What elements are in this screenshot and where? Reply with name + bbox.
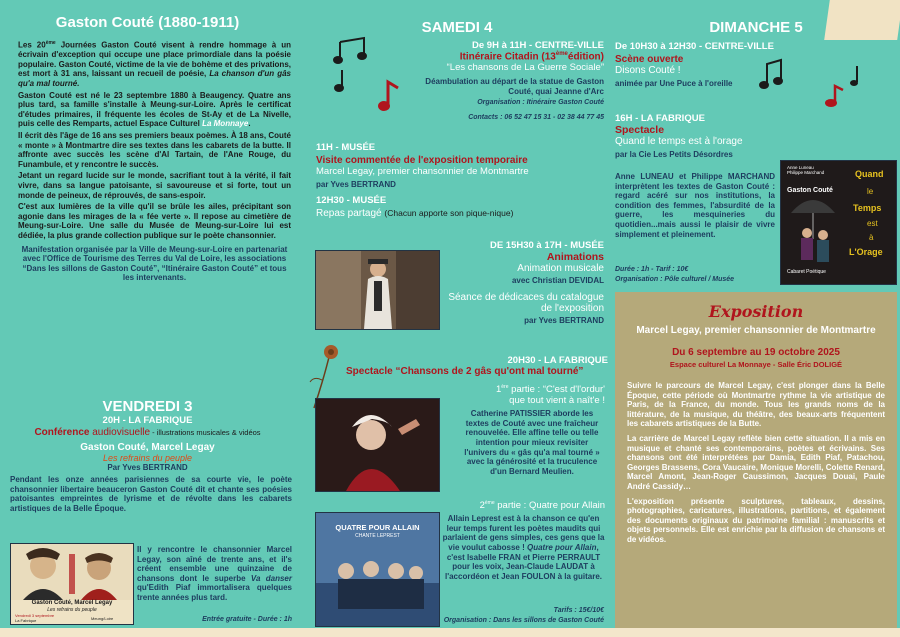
poster-legay-foot1: Vendredi 3 septembre — [15, 613, 55, 618]
saturday-event-2 — [316, 142, 608, 219]
exposition-box — [615, 292, 897, 628]
exposition-para-1: Suivre le parcours de Marcel Legay, c'est plonger dans la Belle Époque, cette période où Montmartre rythme la vie artistique de Paris, de la France, du monde. Tous les grands noms de la littérature, de la musique, du théâtre, des beaux-arts fréquentent les cabarets artistiques de la Butte. — [627, 381, 885, 429]
p2-heading — [442, 500, 605, 511]
bio-para-4: Jetant un regard lucide sur le monde, sacrifiant tout à la vérité, il fait vivre, dans sa langue patoisante, si savoureuse et si forte, tout un monde de peineux, de réprouvés, de sans-espoir. — [18, 171, 291, 200]
p1-a: partie : “C'est d'l'ordur' — [508, 384, 605, 396]
s1-title-a: Itinéraire Citadin (13 — [459, 51, 556, 63]
exposition-para-2: La carrière de Marcel Legay reflète bien cette situation. Il a mis en musique et chanté ses contemporains, poètes et écrivains. Ses chansons ont été interprétées par Damia, Edith Piaf, Patachou, Georges Brassens, Cora Vaucaire, Monique Morelli, Colette Renard, Marcel Amont, Jean-Roger Caussimon, Jacques Douai, Paule André Cassidy… — [627, 433, 885, 491]
poster-legay-line1: Gaston Couté, Marcel Legay — [31, 600, 113, 606]
s4-dedication-by: par Yves BERTRAND — [524, 315, 604, 325]
p1-num: 1 — [495, 384, 502, 396]
exposition-place: Espace culturel La Monnaye - Salle Éric DOLIGÉ — [669, 360, 843, 369]
d2-duration: Durée : 1h - Tarif : 10€ — [615, 266, 689, 273]
bio-1-sup: ème — [45, 40, 56, 46]
conference-desc: - illustrations musicales & vidéos — [150, 428, 261, 437]
poster-legay-foot3: Meung/Loire — [91, 616, 114, 621]
column-left — [0, 0, 295, 637]
s1-org: Organisation : Itinéraire Gaston Couté — [477, 98, 604, 106]
poster-est: est — [867, 219, 878, 228]
bio-2a: Gaston Couté est né le 23 septembre 1880 à Beaugency. Quatre ans plus tard, sa famille s'installe à Meung-sur-Loire. Après le certificat d'études primaires, il fréquente les écoles de St-Ay et de La Nivelle, puis celle des Remparts, actuel Espace Culturel — [18, 90, 291, 129]
s5-title: Spectacle “Chansons de 2 gâs qu'ont mal tourné” — [346, 366, 584, 377]
exposition-para-3: L'exposition présente sculptures, tableaux, dessins, photographies, caricatures, illustrations, partitions, et également des documents originaux du patrimoine familial : manuscrits et objets personnels. Elle est enrichie par la diffusion de chansons et de vidéos. — [627, 496, 885, 544]
photo-animation — [315, 250, 440, 330]
d2-company: par la Cie Les Petits Désordres — [615, 150, 733, 159]
d2-title: Spectacle — [615, 124, 665, 136]
exposition-dates: Du 6 septembre au 19 octobre 2025 — [672, 347, 840, 358]
talk-title: Gaston Couté, Marcel Legay — [80, 442, 215, 453]
poster-le: le — [867, 187, 874, 196]
entry-info: Entrée gratuite - Durée : 1h — [202, 616, 292, 623]
bio-para-5: C'est aux lumières de la ville qu'il se brûle les ailes, précipitant son agonie dans les mirages de la « fée verte ». Il repose au cimetière de Meung-sur-Loire. Une salle du Musée de Meung-sur-Loire lui est dédiée, la plus grande collection publique sur le poète chansonnier. — [18, 202, 291, 240]
poster-quand: Quand — [855, 169, 884, 179]
organiser-note: Manifestation organisée par la Ville de Meung-sur-Loire en partenariat avec l'Office de Tourisme des Terres du Val de Loire, les associations “Dans les sillons de Gaston Couté”, “Itinéraire Gaston Couté” et tous les intervenants. — [21, 244, 288, 283]
s3-line — [316, 208, 608, 219]
p2-a: partie : Quatre pour Allain — [494, 500, 605, 512]
saturday-event-5 — [316, 355, 608, 377]
talk-speaker: Par Yves BERTRAND — [107, 463, 188, 472]
poster-legay-foot2: La Fabrique — [15, 618, 37, 623]
album-cover — [315, 512, 440, 627]
catherine-photo — [316, 399, 439, 491]
conference-line — [0, 427, 295, 438]
gaston-heading — [0, 14, 295, 31]
s2-speaker: par Yves BERTRAND — [316, 180, 396, 189]
exposition-subtitle: Marcel Legay, premier chansonnier de Montmartre — [636, 325, 876, 336]
p2-desc — [442, 514, 605, 581]
poster-temps: Temps — [853, 203, 882, 213]
poster-legay-line2: Les refrains du peuple — [47, 607, 97, 613]
bio-1-book: La chanson d'un gâs qu'a mal tourné. — [18, 69, 291, 89]
vendredi-section — [0, 398, 295, 472]
p2-desc-title: Quatre pour Allain — [526, 542, 597, 552]
p2-num: 2 — [479, 500, 485, 512]
d2-subtitle: Quand le temps est à l'orage — [615, 136, 743, 147]
p1-desc: Catherine PATISSIER aborde les textes de Couté avec une fraîcheur renouvelée. Elle affine telle ou telle intention pour mieux revisiter l'univers du « gâs qu'a mal tourné » avec la générosité et la truculence d'un Bernard Meulien. — [464, 409, 600, 476]
bio-2b: . — [248, 119, 251, 129]
s1-desc: Déambulation au départ de la statue de Gaston Couté, quai Jeanne d'Arc — [425, 77, 604, 96]
poster-legay — [10, 543, 134, 625]
dimanche-title: DIMANCHE 5 — [709, 19, 803, 36]
bio-para-2 — [18, 91, 291, 129]
s2-title: Visite commentée de l'exposition temporaire — [316, 155, 528, 166]
s3-time: 12H30 - MUSÉE — [316, 194, 387, 206]
part-1 — [459, 384, 605, 476]
orage-poster-art — [781, 161, 896, 284]
d2-time: 16H - LA FABRIQUE — [615, 113, 705, 124]
s1-subtitle: “Les chansons de La Guerre Sociale” — [446, 62, 604, 74]
s2-subtitle: Marcel Legay, premier chansonnier de Montmartre — [316, 166, 529, 177]
poster-a: à — [869, 233, 874, 242]
s4-subtitle: Animation musicale — [517, 263, 604, 274]
part-2 — [442, 500, 605, 581]
p1-heading-2: que tout vient à naît'e ! — [509, 395, 605, 407]
poster-cabaret: Cabaret Poétique — [787, 269, 826, 275]
vendredi-title: VENDREDI 3 — [102, 398, 193, 415]
album-subtitle: CHANTE LEPREST — [355, 533, 400, 539]
s4-title: Animations — [546, 251, 604, 263]
biography — [18, 39, 291, 283]
samedi-title: SAMEDI 4 — [421, 19, 493, 36]
d1-time: De 10H30 à 12H30 - CENTRE-VILLE — [615, 41, 774, 52]
d2-desc: Anne LUNEAU et Philippe MARCHAND interprètent les textes de Gaston Couté : regard acéré sur nos institutions, la condition des femmes, l'absurdité de la guerre, les mesquineries du quotidien...mais aussi le plaisir de vivre simplement et pleinement. — [615, 172, 775, 239]
s4-dedication: Séance de dédicaces du catalogue de l'exposition — [448, 291, 604, 314]
bio-para-1 — [18, 39, 291, 89]
s1-title — [400, 51, 604, 62]
s4-musician: avec Christian DEVIDAL — [511, 276, 604, 285]
poster-gaston: Gaston Couté — [787, 187, 833, 194]
organisation: Organisation : Dans les sillons de Gaston Couté — [443, 617, 604, 624]
s1-sup: ème — [555, 51, 568, 57]
talk-description: Pendant les onze années parisiennes de sa courte vie, le poète chansonnier libertaire beauceron Gaston Couté dit et chante ses poésies patoisantes empreintes de lyrisme et de révolte dans les cabarets artistiques de la Belle Époque. — [10, 475, 292, 513]
p2-desc-a: Allain Leprest est à la chanson ce qu'en leur temps furent les poètes maudits qui parlaient de gens simples, ces gens que la vie voulut cabosse ! — [442, 514, 605, 552]
bio-para-3: Il écrit dès l'âge de 16 ans ses premiers beaux poèmes. À 18 ans, Couté « monte » à Montmartre dire ses textes dans les cabarets de la butte. Il affronte avec succès les scène d'Al Tartain, de l'Ane Rouge, du Funambule, et y rencontre le succès. — [18, 131, 291, 169]
singer-photo — [316, 251, 439, 329]
bio-1a: Les 20 — [18, 40, 46, 50]
exposition-title: Exposition — [708, 302, 804, 321]
p2-desc-b: , c'est Isabelle FRAN et Pierre PERRAULT pour les voix, Jean-Claude LAUDAT à l'accordéon et Jean FOULON à la guitare. — [444, 542, 603, 581]
page-title: Gaston Couté (1880-1911) — [55, 14, 240, 31]
s1-title-b: édition) — [567, 51, 604, 63]
sunday-event-2 — [615, 113, 895, 160]
s3-note: (Chacun apporte son pique-nique) — [384, 207, 514, 218]
saturday-event-4 — [442, 240, 604, 325]
photo-catherine — [315, 398, 440, 492]
bio-2-place: La Monnaye — [202, 119, 249, 129]
conference-type: audiovisuelle — [92, 427, 151, 438]
talk-desc2-a: Il y rencontre le chansonnier Marcel Legay, son aîné de trente ans, et il's créent ensemble une quinzaine de chansons dont le superbe — [137, 545, 292, 583]
p2-sup: ème — [484, 500, 495, 506]
album-title: QUATRE POUR ALLAIN — [335, 523, 420, 532]
talk-desc2-song: Va danser — [250, 573, 292, 583]
notes-decoration-icon — [757, 56, 877, 116]
talk-description-2 — [137, 545, 292, 603]
s5-time: 20H30 - LA FABRIQUE — [507, 355, 608, 366]
talk-desc2-b: qu'Edith Piaf immortalisera quelques trente années plus tard. — [137, 583, 292, 602]
d1-host: animée par Une Puce à l'oreille — [615, 79, 733, 88]
bottom-paper-strip — [0, 628, 900, 637]
portraits-illustration — [11, 544, 133, 600]
d2-organisation: Organisation : Pôle culturel / Musée — [615, 276, 735, 283]
d1-title: Scène ouverte — [615, 54, 684, 65]
s4-time: DE 15H30 à 17H - MUSÉE — [489, 240, 604, 251]
saturday-event-1 — [400, 40, 604, 123]
d1-subtitle: Disons Couté ! — [615, 65, 681, 76]
s1-time: De 9H à 11H - CENTRE-VILLE — [472, 40, 604, 51]
poster-lorage: L'Orage — [849, 247, 883, 257]
poster-orage — [780, 160, 897, 285]
s2-time: 11H - MUSÉE — [316, 142, 376, 153]
talk-subtitle: Les refrains du peuple — [102, 453, 193, 463]
s3-title: Repas partagé — [316, 207, 382, 219]
p1-heading — [459, 384, 605, 395]
vendredi-time: 20H - LA FABRIQUE — [102, 415, 193, 426]
p1-sup: ère — [501, 384, 509, 390]
poster-names: Anne Luneau Philippe Marchand — [787, 165, 825, 175]
tarifs: Tarifs : 15€/10€ — [553, 607, 604, 614]
conference-label: Conférence — [34, 427, 93, 438]
column-middle — [304, 0, 610, 637]
bio-1b: Journées Gaston Couté visent à rendre hommage à un écrivain d'exception qui occupe une place primordiale dans la poésie populaire. Gaston Couté, victime de la vie de bohème et des privations, est mort à 31 ans, laissant un recueil de poésie, — [18, 40, 291, 79]
s1-contact: Contacts : 06 52 47 15 31 - 02 38 44 77 45 — [468, 114, 604, 122]
